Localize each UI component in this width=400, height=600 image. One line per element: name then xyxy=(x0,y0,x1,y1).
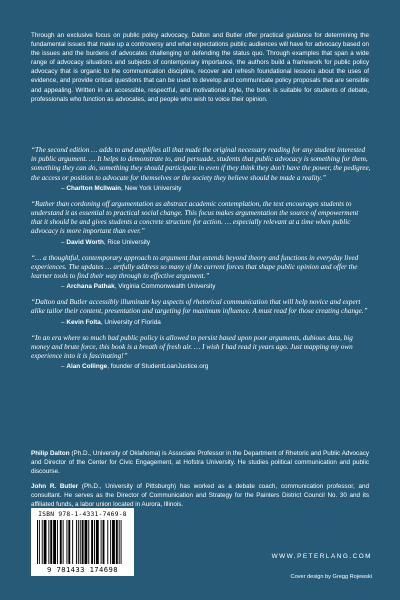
endorsement-text: “Dalton and Butler accessibly illuminate key aspects of rhetorical communication that will help novice and expert alike tailor their content, presentation and targeting for maximum influence. A must read for those creating change.” xyxy=(31,298,368,316)
endorser-name: Kevin Folta xyxy=(66,318,101,326)
endorser-name: Alan Collinge xyxy=(66,363,108,371)
endorsement-text: “Rather than cordoning off argumentation as abstract academic contemplation, the text encourages students to understand it as essential to practical social change. This focus makes argumentation the source of empowerment that it should be and gives students a concrete structure for action. … especially relevant at a time when public advocacy is more important than ever.” xyxy=(31,199,359,236)
barcode-bar xyxy=(91,520,93,564)
endorsement-text: “In an era where so much bad public policy is allowed to persist based upon poor arguments, dubious data, big money and brute force, this book is a breath of fresh air. … I wish I had read it years ago. Just mapping my own experience into it is fascinating!” xyxy=(31,333,353,361)
endorsement xyxy=(31,334,371,372)
cover-design-credit: Cover design by Gregg Rojewski xyxy=(290,574,372,580)
barcode-bar xyxy=(66,520,67,564)
endorsement-attribution: – Kevin Folta, University of Florida xyxy=(61,318,161,326)
barcode-bar xyxy=(96,520,99,564)
barcode-bar xyxy=(57,520,58,564)
barcode-bar xyxy=(80,520,81,564)
barcode-bar xyxy=(53,520,56,564)
endorser-affiliation: , University of Florida xyxy=(100,318,161,326)
endorsement-attribution: – Archana Pathak, Virginia Commonwealth University xyxy=(61,283,216,291)
barcode-number: 9 781433 174698 xyxy=(47,565,118,574)
isbn-barcode xyxy=(31,508,134,576)
endorsement-text: “… a thoughtful, contemporary approach to argument that extends beyond theory and functions in everyday lived experiences. The updates … artfully address so many of the current forces that shape public opinion and offer the learner tools to find their way through to effective argument.” xyxy=(31,253,359,281)
endorsement xyxy=(31,200,371,247)
author-bio-text: (Ph.D., University of Pittsburgh) has worked as a debate coach, communication professor, and consultant. He serves as the Director of Communication and Strategy for the Painters District Council No. 30 and its affiliated funds, a labor union located in Aurora, Illinois. xyxy=(31,483,369,509)
author-bios xyxy=(31,449,369,516)
author-bio xyxy=(31,482,369,509)
barcode-bar xyxy=(88,520,89,564)
endorser-affiliation: , Rice University xyxy=(103,238,151,246)
endorsements xyxy=(31,146,371,378)
barcode-bar xyxy=(116,520,118,564)
barcode-bar xyxy=(68,520,70,564)
endorsement xyxy=(31,298,371,326)
endorser-affiliation: , Virginia Commonwealth University xyxy=(114,283,216,291)
barcode-bar xyxy=(85,520,88,564)
barcode-bar xyxy=(63,520,64,564)
barcode-bars xyxy=(37,520,129,564)
barcode-bar xyxy=(121,520,122,564)
barcode-bar xyxy=(110,520,111,564)
barcode-bar xyxy=(60,520,62,564)
barcode-bar xyxy=(50,520,52,564)
publisher-website: WWW.PETERLANG.COM xyxy=(271,553,372,560)
author-bio-text: (Ph.D., University of Oklahoma) is Associate Professor in the Department of Rhetoric and Public Advocacy and Director of the Center for Civic Engagement, at Hofstra University. He studies political communication and public discourse. xyxy=(31,450,369,476)
endorser-name: David Worth xyxy=(66,238,104,246)
endorsement-attribution: – David Worth, Rice University xyxy=(61,238,151,246)
endorsement-attribution: – Charlton McIlwain, New York University xyxy=(61,184,182,192)
barcode-bar xyxy=(82,520,84,564)
barcode-bar xyxy=(37,520,38,564)
barcode-bar xyxy=(94,520,95,564)
endorser-name: Charlton McIlwain xyxy=(66,184,122,192)
barcode-bar xyxy=(78,520,79,564)
barcode-bar xyxy=(119,520,120,564)
barcode-bar xyxy=(48,520,49,564)
author-name: Philip Dalton xyxy=(31,450,70,457)
barcode-bar xyxy=(72,520,73,564)
barcode-bar xyxy=(44,520,47,564)
isbn-label: ISBN 978-1-4331-7469-8 xyxy=(38,511,127,518)
barcode-bar xyxy=(103,520,105,564)
barcode-bar xyxy=(39,520,40,564)
barcode-bar xyxy=(112,520,115,564)
endorsement xyxy=(31,146,371,193)
endorser-affiliation: , New York University xyxy=(121,184,182,192)
author-name: John R. Butler xyxy=(31,483,79,491)
endorsement-attribution: – Alan Collinge, founder of StudentLoanJustice.org xyxy=(61,363,209,371)
endorser-name: Archana Pathak xyxy=(66,283,115,291)
barcode-bar xyxy=(42,520,43,564)
endorser-affiliation: , founder of StudentLoanJustice.org xyxy=(107,363,209,371)
barcode-bar xyxy=(76,520,77,564)
author-bio xyxy=(31,449,369,476)
barcode-bar xyxy=(101,520,102,564)
endorsement-text: “The second edition … adds to and amplifies all that made the original necessary reading for any student interested in public argument. … It helps to demonstrate to, and persuade, students that public advocacy is something for them, something they can do, something they should participate in even if they think they don’t have the power, the pedigree, the access or position to advocate for themselves or the society they believe should be made a reality.” xyxy=(31,146,371,182)
barcode-bar xyxy=(107,520,108,564)
endorsement xyxy=(31,254,371,292)
book-description: Through an exclusive focus on public policy advocacy, Dalton and Butler offer practical guidance for determining the fundamental issues that make up a controversy and what expectations public audiences will have for advocacy based on the issues and the burdens of advocates challenging or defending the status quo. Through examples that span a wide range of advocacy situations and subjects of contemporary importance, the authors build a framework for public policy advocacy that is organic to the communication discipline, recover and refresh foundational lessons about the uses of evidence, and provide critical questions that can be used to develop and communicate policy proposals that are sensible and appealing. Written in an accessible, respectful, and motivational style, the book is suitable for students of debate, professionals who function as advocates, and people who wish to voice their opinion. xyxy=(31,32,369,103)
